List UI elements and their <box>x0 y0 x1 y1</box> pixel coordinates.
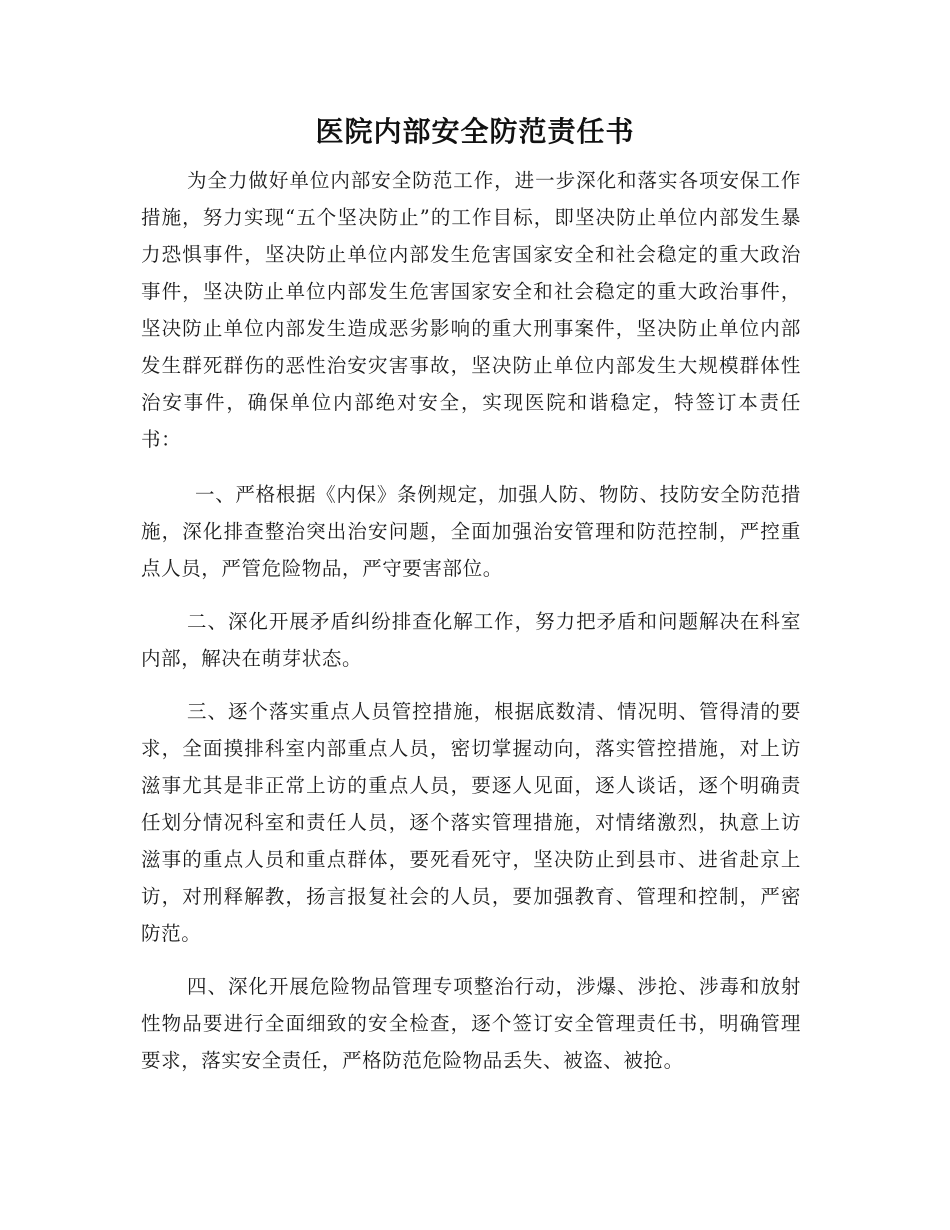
paragraph-item-2: 二、深化开展矛盾纠纷排查化解工作，努力把矛盾和问题解决在科室内部，解决在萌芽状态。 <box>141 610 801 670</box>
paragraph-intro: 为全力做好单位内部安全防范工作，进一步深化和落实各项安保工作措施，努力实现“五个坚决防止”的工作目标，即坚决防止单位内部发生暴力恐惧事件，坚决防止单位内部发生危害国家安全和社会稳定的重大政治事件，坚决防止单位内部发生危害国家安全和社会稳定的重大政治事件，坚决防止单位内部发生造成恶劣影响的重大刑事案件，坚决防止单位内部发生群死群伤的恶性治安灾害事故，坚决防止单位内部发生大规模群体性治安事件，确保单位内部绝对安全，实现医院和谐稳定，特签订本责任书： <box>141 169 801 451</box>
paragraph-item-4: 四、深化开展危险物品管理专项整治行动，涉爆、涉抢、涉毒和放射性物品要进行全面细致的安全检查，逐个签订安全管理责任书，明确管理要求，落实安全责任，严格防范危险物品丢失、被盗、被抢。 <box>141 975 801 1072</box>
paragraph-item-3: 三、逐个落实重点人员管控措施，根据底数清、情况明、管得清的要求，全面摸排科室内部重点人员，密切掌握动向，落实管控措施，对上访滋事尤其是非正常上访的重点人员，要逐人见面，逐人谈话，逐个明确责任划分情况科室和责任人员，逐个落实管理措施，对情绪激烈，执意上访滋事的重点人员和重点群体，要死看死守，坚决防止到县市、进省赴京上访，对刑释解教，扬言报复社会的人员，要加强教育、管理和控制，严密防范。 <box>141 700 801 945</box>
document-body <box>141 162 801 1095</box>
document-title: 医院内部安全防范责任书 <box>315 115 635 148</box>
paragraph-item-1: 一、严格根据《内保》条例规定，加强人防、物防、技防安全防范措施，深化排查整治突出治安问题，全面加强治安管理和防范控制，严控重点人员，严管危险物品，严守要害部位。 <box>141 483 801 580</box>
